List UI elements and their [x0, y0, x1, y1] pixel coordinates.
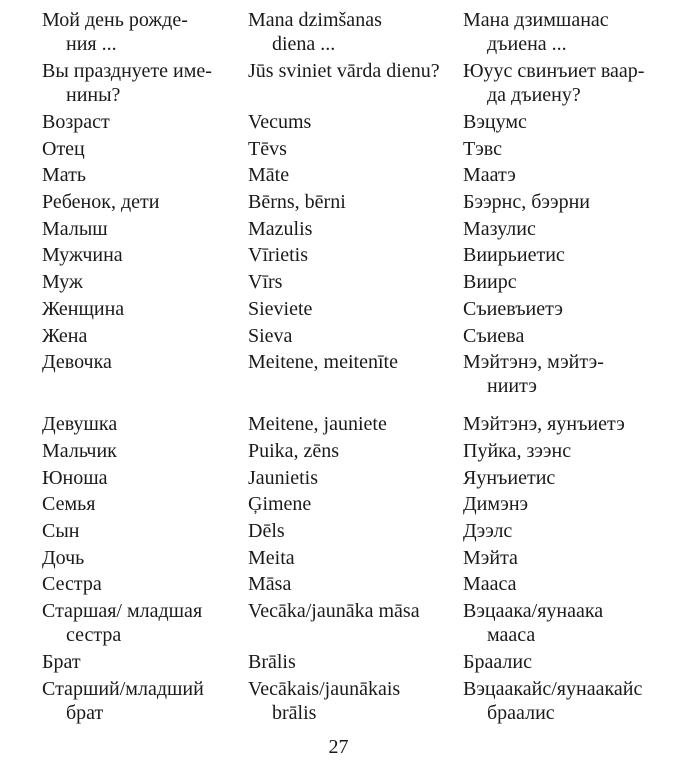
latvian-phrase-line: Vecākais/jaunākais — [248, 677, 401, 700]
transcription-phrase-line: Мазулис — [463, 217, 536, 240]
latvian-phrase-line: brālis — [272, 701, 317, 724]
phrase-row — [42, 572, 664, 596]
russian-phrase-line: Юноша — [42, 466, 108, 489]
russian-phrase — [42, 270, 248, 294]
phrase-row — [42, 492, 664, 516]
phrase-row — [42, 297, 664, 321]
russian-phrase — [42, 297, 248, 321]
transcription-phrase-line: дъиена ... — [487, 33, 567, 55]
transcription-phrase-line: Яунъиетис — [463, 466, 556, 489]
transcription-phrase-line: Бээрнс, бээрни — [463, 191, 590, 214]
transcription-phrase-line: Съиевъиетэ — [463, 297, 563, 320]
russian-phrase — [42, 677, 248, 725]
transcription-phrase — [463, 492, 663, 516]
transcription-phrase-line: Вэцаака/яунаака — [463, 600, 604, 622]
russian-phrase — [42, 110, 248, 134]
latvian-phrase-line: Mazulis — [248, 217, 313, 240]
latvian-phrase-line: Māte — [248, 164, 290, 187]
transcription-phrase-line: Мэйтэнэ, яунъиетэ — [463, 413, 625, 436]
russian-phrase — [42, 137, 248, 161]
phrase-row — [42, 466, 664, 490]
russian-phrase-line: Мать — [42, 164, 87, 187]
latvian-phrase-line: Puika, zēns — [248, 439, 340, 462]
russian-phrase-line: Девушка — [42, 413, 118, 436]
transcription-phrase-line: мааса — [487, 624, 536, 646]
latvian-phrase-line: Meitene, jauniete — [248, 413, 387, 436]
transcription-phrase-line: Маатэ — [463, 164, 516, 187]
phrase-row — [42, 137, 664, 161]
latvian-phrase-line: Tēvs — [248, 137, 287, 160]
russian-phrase — [42, 650, 248, 674]
phrase-table — [42, 8, 664, 728]
transcription-phrase — [463, 243, 663, 267]
latvian-phrase-line: Bērns, bērni — [248, 191, 346, 214]
russian-phrase — [42, 519, 248, 543]
latvian-phrase — [248, 8, 463, 56]
latvian-phrase — [248, 217, 463, 241]
transcription-phrase — [463, 324, 663, 348]
russian-phrase-line: Отец — [42, 137, 85, 160]
latvian-phrase-line: Vīrs — [248, 271, 283, 294]
russian-phrase-line: Сын — [42, 519, 80, 542]
latvian-phrase-line: diena ... — [272, 33, 336, 55]
latvian-phrase-line: Vecums — [248, 111, 312, 133]
phrase-row — [42, 59, 664, 107]
latvian-phrase-line: Meita — [248, 546, 295, 569]
transcription-phrase-line: Виирьиетис — [463, 244, 565, 267]
transcription-phrase — [463, 412, 663, 436]
transcription-phrase — [463, 190, 663, 214]
transcription-phrase-line: Вэцумс — [463, 111, 527, 133]
latvian-phrase-line: Mana dzimšanas — [248, 9, 382, 31]
russian-phrase — [42, 324, 248, 348]
latvian-phrase-line: Brālis — [248, 651, 296, 673]
phrase-row — [42, 217, 664, 241]
transcription-phrase — [463, 350, 663, 398]
latvian-phrase — [248, 243, 463, 267]
transcription-phrase — [463, 110, 663, 134]
latvian-phrase-line: Vīrietis — [248, 244, 308, 267]
transcription-phrase-line: Пуйка, зээнс — [463, 439, 572, 462]
transcription-phrase — [463, 163, 663, 187]
latvian-phrase — [248, 492, 463, 516]
russian-phrase — [42, 243, 248, 267]
transcription-phrase-line: Тэвс — [463, 137, 503, 160]
russian-phrase-line: Девочка — [42, 351, 112, 374]
transcription-phrase-line: да дъиену? — [487, 84, 581, 106]
transcription-phrase-line: Мана дзимшанас — [463, 9, 609, 31]
russian-phrase-line: брат — [66, 701, 104, 724]
transcription-phrase — [463, 137, 663, 161]
latvian-phrase-line: Sieva — [248, 324, 293, 347]
transcription-phrase-line: браалис — [487, 701, 555, 724]
russian-phrase-line: Брат — [42, 651, 81, 673]
russian-phrase — [42, 59, 248, 107]
page-number: 27 — [328, 736, 349, 758]
latvian-phrase — [248, 350, 463, 374]
russian-phrase — [42, 350, 248, 374]
latvian-phrase — [248, 599, 463, 623]
transcription-phrase-line: Браалис — [463, 651, 532, 673]
russian-phrase — [42, 492, 248, 516]
transcription-phrase — [463, 546, 663, 570]
latvian-phrase — [248, 110, 463, 134]
latvian-phrase — [248, 412, 463, 436]
latvian-phrase-line: Jūs sviniet vārda dienu? — [248, 60, 440, 82]
transcription-phrase — [463, 270, 663, 294]
russian-phrase — [42, 599, 248, 647]
phrase-row — [42, 110, 664, 134]
russian-phrase-line: нины? — [66, 84, 121, 106]
russian-phrase-line: Ребенок, дети — [42, 191, 160, 214]
russian-phrase-line: Возраст — [42, 111, 110, 133]
transcription-phrase-line: Съиева — [463, 324, 525, 347]
russian-phrase-line: Старшая/ младшая — [42, 600, 203, 622]
russian-phrase — [42, 190, 248, 214]
russian-phrase-line: Вы празднуете име- — [42, 60, 212, 82]
transcription-phrase-line: ниитэ — [487, 375, 537, 398]
transcription-phrase — [463, 677, 663, 725]
latvian-phrase — [248, 546, 463, 570]
transcription-phrase — [463, 650, 663, 674]
transcription-phrase — [463, 297, 663, 321]
phrase-row — [42, 190, 664, 214]
transcription-phrase — [463, 8, 663, 56]
phrase-row — [42, 650, 664, 674]
russian-phrase-line: ния ... — [66, 33, 117, 55]
latvian-phrase — [248, 163, 463, 187]
latvian-phrase — [248, 59, 463, 83]
transcription-phrase — [463, 599, 663, 647]
latvian-phrase — [248, 297, 463, 321]
phrase-row — [42, 350, 664, 398]
transcription-phrase-line: Вэцаакайс/яунаакайс — [463, 677, 643, 700]
russian-phrase — [42, 412, 248, 436]
russian-phrase-line: Мужчина — [42, 244, 123, 267]
transcription-phrase-line: Юуус свинъиет ваар- — [463, 60, 645, 82]
phrase-row — [42, 163, 664, 187]
transcription-phrase-line: Мэйтэнэ, мэйтэ- — [463, 351, 604, 374]
phrase-row — [42, 546, 664, 570]
phrase-row — [42, 243, 664, 267]
phrase-row — [42, 412, 664, 436]
russian-phrase — [42, 546, 248, 570]
russian-phrase-line: Дочь — [42, 546, 85, 569]
latvian-phrase-line: Māsa — [248, 573, 292, 596]
latvian-phrase — [248, 324, 463, 348]
transcription-phrase-line: Мэйта — [463, 546, 518, 569]
latvian-phrase-line: Sieviete — [248, 297, 313, 320]
russian-phrase-line: Муж — [42, 271, 83, 294]
latvian-phrase — [248, 270, 463, 294]
transcription-phrase — [463, 59, 663, 107]
latvian-phrase — [248, 137, 463, 161]
phrase-row — [42, 8, 664, 56]
transcription-phrase — [463, 519, 663, 543]
latvian-phrase-line: Jaunietis — [248, 466, 318, 489]
transcription-phrase-line: Мааса — [463, 573, 517, 596]
russian-phrase — [42, 8, 248, 56]
russian-phrase-line: Мальчик — [42, 439, 117, 462]
latvian-phrase — [248, 466, 463, 490]
russian-phrase — [42, 572, 248, 596]
russian-phrase-line: Малыш — [42, 217, 108, 240]
russian-phrase — [42, 439, 248, 463]
latvian-phrase-line: Meitene, meitenīte — [248, 351, 398, 374]
russian-phrase-line: Мой день рожде- — [42, 9, 188, 31]
russian-phrase — [42, 217, 248, 241]
phrase-row — [42, 677, 664, 725]
transcription-phrase-line: Димэнэ — [463, 493, 529, 516]
transcription-phrase — [463, 217, 663, 241]
latvian-phrase — [248, 677, 463, 725]
phrase-row — [42, 324, 664, 348]
transcription-phrase-line: Дээлс — [463, 519, 513, 542]
latvian-phrase-line: Dēls — [248, 519, 285, 542]
transcription-phrase — [463, 466, 663, 490]
russian-phrase — [42, 466, 248, 490]
phrase-row — [42, 519, 664, 543]
latvian-phrase — [248, 572, 463, 596]
russian-phrase-line: сестра — [66, 624, 122, 646]
transcription-phrase-line: Виирс — [463, 271, 517, 294]
phrase-row — [42, 599, 664, 647]
latvian-phrase — [248, 650, 463, 674]
latvian-phrase-line: Ģimene — [248, 493, 312, 516]
latvian-phrase — [248, 190, 463, 214]
russian-phrase-line: Сестра — [42, 573, 102, 596]
latvian-phrase — [248, 439, 463, 463]
latvian-phrase — [248, 519, 463, 543]
phrase-row — [42, 270, 664, 294]
russian-phrase — [42, 163, 248, 187]
transcription-phrase — [463, 439, 663, 463]
phrase-row — [42, 439, 664, 463]
latvian-phrase-line: Vecāka/jaunāka māsa — [248, 600, 420, 622]
russian-phrase-line: Жена — [42, 324, 88, 347]
russian-phrase-line: Старший/младший — [42, 677, 204, 700]
russian-phrase-line: Женщина — [42, 297, 125, 320]
transcription-phrase — [463, 572, 663, 596]
russian-phrase-line: Семья — [42, 493, 96, 516]
